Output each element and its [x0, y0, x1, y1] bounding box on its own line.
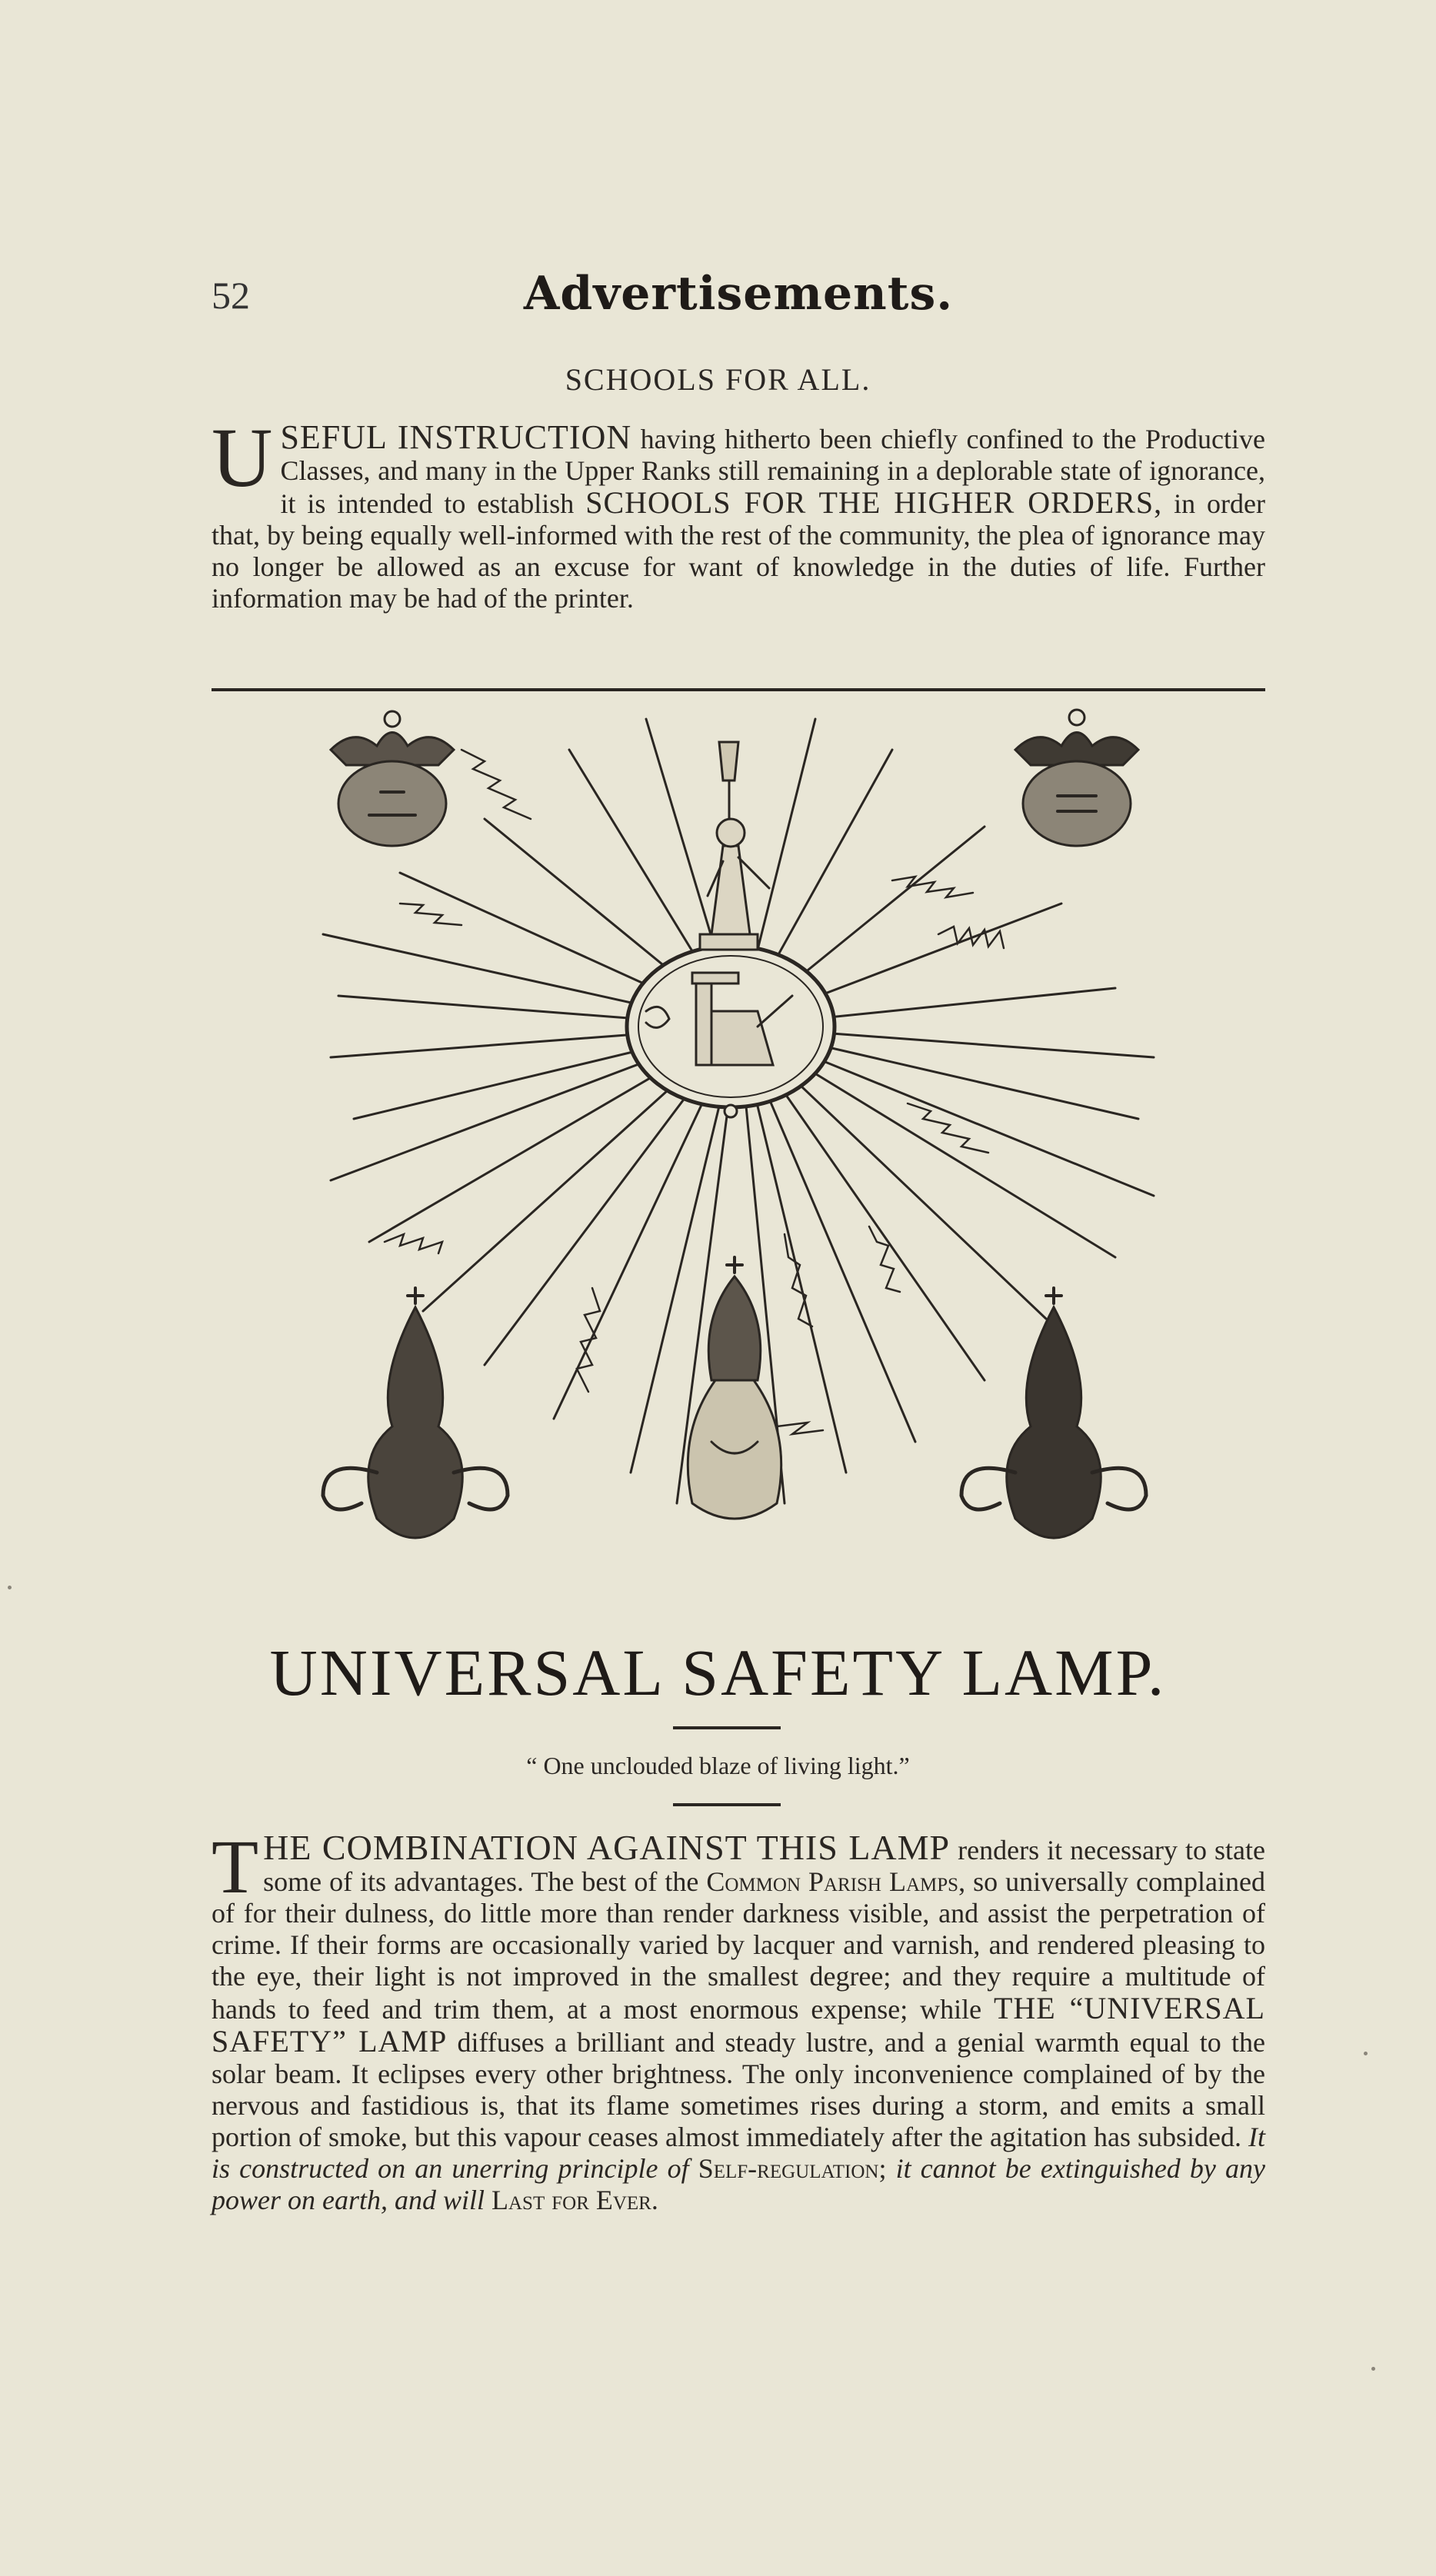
schools-heading: SCHOOLS FOR ALL. [565, 362, 871, 397]
parish-lamp-center [688, 1257, 781, 1519]
emphasis-caps: SCHOOLS FOR THE HIGHER ORDERS, [585, 485, 1163, 520]
body-text: in order that, by being equally well-informed with the rest of the community, the plea of ignorance may no longer be allowed as an excuse for want of knowledge in the duties of life. Further information may be had of the printer. [212, 488, 1265, 614]
paper-speck [1371, 2367, 1375, 2371]
small-caps-text: Last for Ever. [491, 2185, 658, 2215]
lamp-paragraph [212, 1824, 1265, 2216]
body-text: diffuses a brilliant and steady lustre, and a genial warmth equal to the solar beam. It eclipses every other brightness. The only inconvenience complained of by the nervous and fastidious is, that its flame sometimes rises during a storm, and emits a small portion of smoke, but this vapour ceases almost immediately after the agitation has subsided. [212, 2027, 1265, 2152]
running-head: Advertisements. [523, 267, 954, 321]
body-text: having hitherto been chiefly confined to the Productive Classes, and many in the Upper Ranks still remaining in a deplorable state of ignorance, it is intended to establish [280, 424, 1265, 519]
crown-lamp-left [331, 711, 454, 846]
lamp-title: UNIVERSAL SAFETY LAMP. [269, 1636, 1167, 1709]
body-text: renders it necessary to state some of its advantages. The best of the [263, 1835, 1265, 1897]
page-number: 52 [212, 274, 250, 317]
drop-cap: T [212, 1824, 259, 1909]
crown-lamp-right [1015, 710, 1138, 846]
ornament-rule [673, 1726, 781, 1729]
printing-press-medallion [627, 946, 835, 1117]
lamp-engraving [308, 704, 1169, 1638]
italic-text: it cannot be extinguished by any power on earth, and will [212, 2153, 1265, 2215]
parish-lamp-right [961, 1288, 1146, 1538]
schools-paragraph [212, 411, 1265, 614]
ornament-rule [673, 1803, 781, 1806]
emphasis-caps: THE “UNIVERSAL SAFETY” LAMP [212, 1991, 1265, 2058]
paper-speck [1364, 2052, 1368, 2055]
page-header [212, 267, 1265, 327]
italic-text: It is constructed on an unerring principle of [212, 2122, 1265, 2184]
drop-cap: U [212, 411, 273, 504]
small-caps-text: Common Parish Lamps, [706, 1866, 966, 1897]
lead-caps: HE COMBINATION AGAINST THIS LAMP [263, 1828, 951, 1867]
lead-caps: SEFUL INSTRUCTION [280, 418, 632, 456]
motto: “ One unclouded blaze of living light.” [526, 1752, 910, 1779]
section-rule [212, 688, 1265, 691]
parish-lamp-left [323, 1288, 508, 1538]
small-caps-text: Self-regulation [698, 2153, 879, 2184]
body-text: so universally complained of for their dulness, do little more than render darkness visible, and assist the perpetration of crime. If their forms are occasionally varied by lacquer and varnish, and rendered pleasing to the eye, their light is not improved in the smallest degree; and they require a multitude of hands to feed and trim them, at a most enormous expense; while [212, 1866, 1265, 2025]
body-text: ; [878, 2153, 896, 2184]
paper-speck [8, 1586, 12, 1589]
statue-figure [700, 742, 769, 950]
